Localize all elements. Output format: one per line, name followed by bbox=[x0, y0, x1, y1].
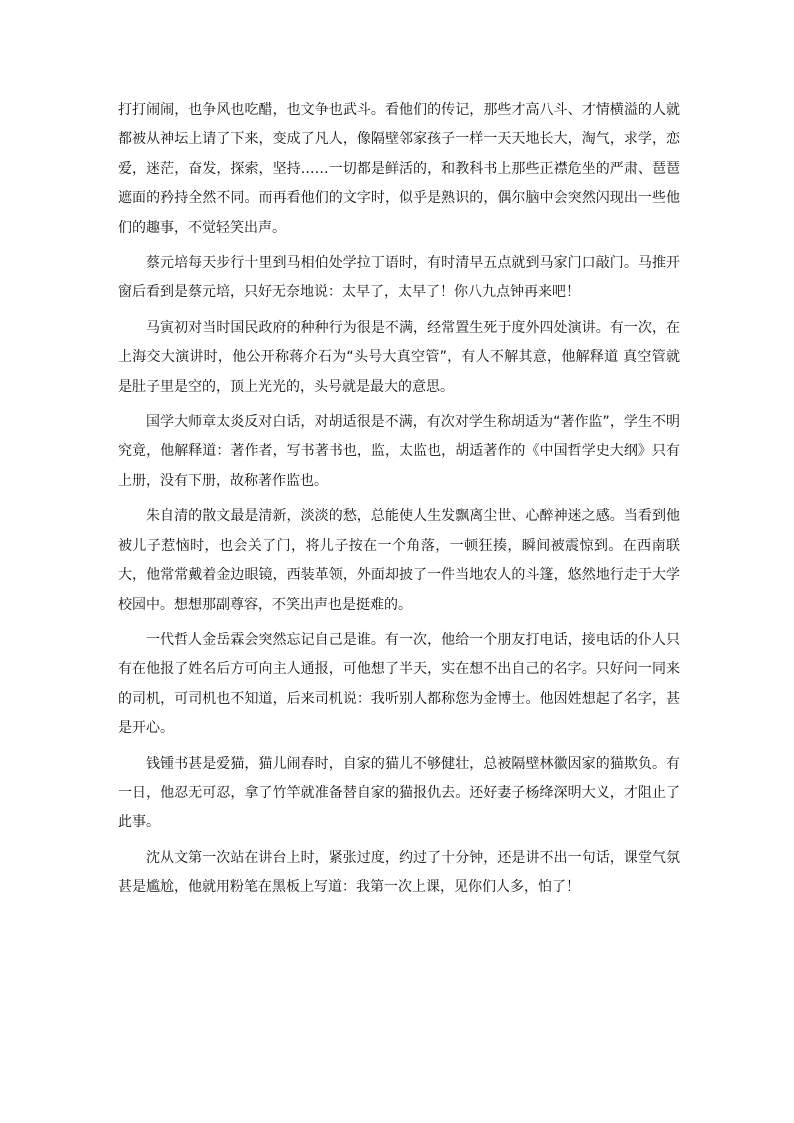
paragraph-shen-congwen: 沈从文第一次站在讲台上时，紧张过度，约过了十分钟，还是讲不出一句话，课堂气氛甚是尴尬，他就用粉笔在黑板上写道：我第一次上课，见你们人多，怕了！ bbox=[118, 849, 680, 896]
paragraph-zhu-ziqing: 朱自清的散文最是清新，淡淡的愁，总能使人生发飘离尘世、心醉神迷之感。当看到他被儿子惹恼时，也会关了门，将儿子按在一个角落，一顿狂揍，瞬间被震惊到。在西南联大，他常常戴着金边眼镜，西装革领，外面却披了一件当地农人的斗篷，悠然地行走于大学校园中。想想那副尊容，不笑出声也是挺难的。 bbox=[118, 508, 680, 613]
paragraph-cai-yuanpei: 蔡元培每天步行十里到马相伯处学拉丁语时，有时清早五点就到马家门口敲门。马推开窗后看到是蔡元培，只好无奈地说：太早了，太早了！你八九点钟再来吧！ bbox=[118, 255, 680, 301]
paragraph-zhang-taiyan: 国学大师章太炎反对白话，对胡适很是不满，有次对学生称胡适为“著作监”，学生不明究竟，他解释道：著作者，写书著书也，监，太监也，胡适著作的《中国哲学史大纲》只有上册，没有下册，故称著作监也。 bbox=[118, 414, 680, 489]
paragraph-ma-yinchu: 马寅初对当时国民政府的种种行为很是不满，经常置生死于度外四处演讲。有一次，在上海交大演讲时，他公开称蒋介石为“头号大真空管”，有人不解其意，他解释道 真空管就是肚子里是空的，顶上光光的，头号就是最大的意思。 bbox=[118, 319, 680, 395]
paragraph-continued: 打打闹闹，也争风也吃醋，也文争也武斗。看他们的传记，那些才高八斗、才情横溢的人就都被从神坛上请了下来，变成了凡人，像隔壁邻家孩子一样一天天地长大，淘气，求学，恋爱，迷茫，奋发，探索，坚持……一切都是鲜活的，和教科书上那些正襟危坐的严肃、琶琶遮面的矜持全然不同。而再看他们的文字时，似乎是熟识的，偶尔脑中会突然闪现出一些他们的趣事，不觉轻笑出声。 bbox=[118, 102, 680, 236]
article-body bbox=[118, 96, 680, 903]
paragraph-jin-yuelin: 一代哲人金岳霖会突然忘记自己是谁。有一次，他给一个朋友打电话，接电话的仆人只有在他报了姓名后方可向主人通报，可他想了半天，实在想不出自己的名字。只好问一同来的司机，可司机也不知道，后来司机说：我听别人都称您为金博士。他因姓想起了名字，甚是开心。 bbox=[118, 631, 680, 737]
paragraph-qian-zhongshu: 钱锺书甚是爱猫，猫儿闹春时，自家的猫儿不够健壮，总被隔壁林徽因家的猫欺负。有一日，他忍无可忍，拿了竹竿就准备替自家的猫报仇去。还好妻子杨绛深明大义，才阻止了此事。 bbox=[118, 755, 680, 831]
